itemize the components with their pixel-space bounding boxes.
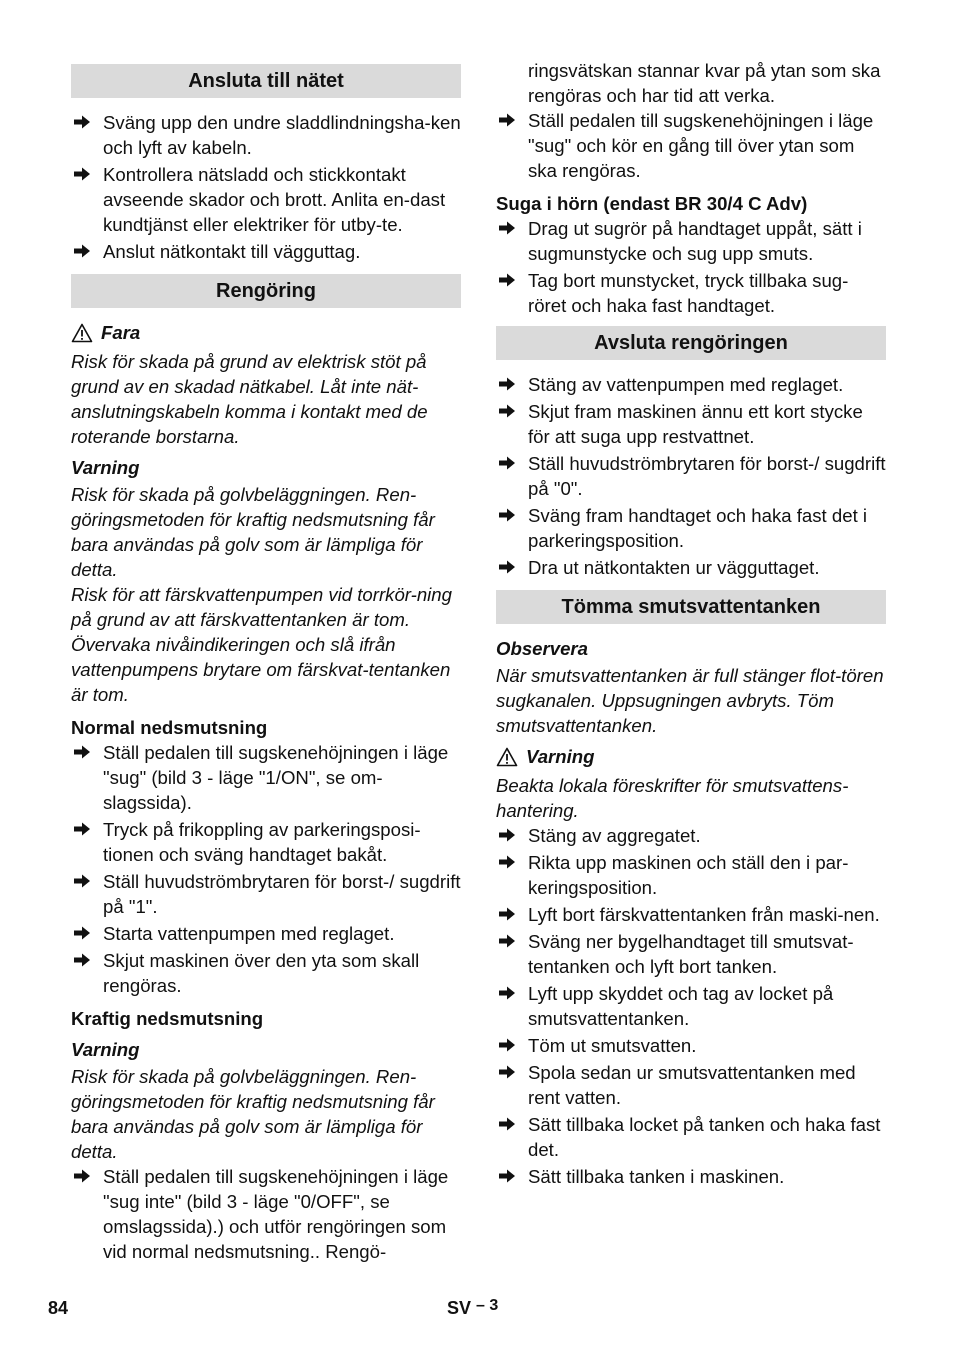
step-item [71, 921, 461, 946]
step-list-avsluta [496, 372, 886, 580]
arrow-right-icon [498, 1116, 516, 1132]
arrow-right-icon [498, 1064, 516, 1080]
step-item [496, 823, 886, 848]
arrow-right-icon [498, 906, 516, 922]
arrow-right-icon [498, 827, 516, 843]
step-list-ansluta [71, 110, 461, 264]
fara-text: Risk för skada på grund av elektrisk stöt på grund av en skadad nätkabel. Låt inte nät-anslutningskabeln komma i kontakt med de roterande borstarna. [71, 351, 428, 447]
arrow-right-icon [498, 272, 516, 288]
step-item [496, 1060, 886, 1110]
step-item [496, 451, 886, 501]
varning-text: Risk för att färskvattenpumpen vid torrkör-ning på grund av att färskvattentanken är tom. Övervaka nivåindikeringen och slå ifrån vattenpumpens brytare om färskvat-tentanken är tom. [71, 584, 452, 705]
arrow-right-icon [498, 1037, 516, 1053]
language-code: SV [447, 1298, 472, 1318]
step-text: Ställ pedalen till sugskenehöjningen i läge "sug inte" (bild 3 - läge "0/OFF", se omslagssida).) och utför rengöringen som vid normal nedsmutsning.. Rengö- [103, 1166, 449, 1262]
step-text: Anslut nätkontakt till vägguttag. [103, 241, 361, 262]
step-item [496, 981, 886, 1031]
arrow-right-icon [498, 559, 516, 575]
step-text: Sväng fram handtaget och haka fast det i parkeringsposition. [528, 505, 868, 551]
step-item [496, 1033, 886, 1058]
arrow-right-icon [498, 455, 516, 471]
continued-text: ringsvätskan stannar kvar på ytan som ska rengöras och har tid att verka. [528, 60, 881, 106]
varning-text: Risk för skada på golvbeläggningen. Ren-göringsmetoden för kraftig nedsmutsning får bara användas på golv som är lämpliga för detta. [71, 1066, 435, 1162]
arrow-right-icon [73, 873, 91, 889]
page-number: 84 [48, 1298, 69, 1318]
arrow-right-icon [498, 507, 516, 523]
step-list-normal [71, 740, 461, 998]
left-column [71, 58, 461, 1266]
step-text: Dra ut nätkontakten ur vägguttaget. [528, 557, 820, 578]
step-text: Starta vattenpumpen med reglaget. [103, 923, 395, 944]
subheading-kraftig: Kraftig nedsmutsning [71, 1008, 264, 1029]
step-item [496, 108, 886, 183]
arrow-right-icon [498, 933, 516, 949]
step-text: Ställ pedalen till sugskenehöjningen i läge "sug" (bild 3 - läge "1/ON", se om-slagssida). [103, 742, 449, 813]
section-title-avsluta: Avsluta rengöringen [496, 326, 886, 360]
arrow-right-icon [73, 821, 91, 837]
step-item [496, 1112, 886, 1162]
arrow-right-icon [73, 744, 91, 760]
step-item [71, 162, 461, 237]
step-text: Töm ut smutsvatten. [528, 1035, 697, 1056]
step-item [496, 399, 886, 449]
step-list-kraftig [71, 1164, 461, 1264]
varning-label: Varning [526, 746, 595, 767]
step-item [496, 850, 886, 900]
step-text: Sätt tillbaka tanken i maskinen. [528, 1166, 785, 1187]
step-text: Sväng ner bygelhandtaget till smutsvat-tentanken och lyft bort tanken. [528, 931, 854, 977]
step-text: Skjut fram maskinen ännu ett kort stycke för att suga upp restvattnet. [528, 401, 863, 447]
step-item [71, 1164, 461, 1264]
step-text: Stäng av aggregatet. [528, 825, 701, 846]
arrow-right-icon [498, 220, 516, 236]
step-item [496, 503, 886, 553]
observera-text: När smutsvattentanken är full stänger flot-tören sugkanalen. Uppsugningen avbryts. Töm smutsvattentanken. [496, 665, 884, 736]
step-text: Lyft bort färskvattentanken från maski-nen. [528, 904, 880, 925]
varning-label: Varning [71, 457, 140, 478]
step-text: Sätt tillbaka locket på tanken och haka fast det. [528, 1114, 881, 1160]
subheading-normal: Normal nedsmutsning [71, 717, 268, 738]
step-item [71, 740, 461, 815]
varning-heading [496, 744, 886, 769]
step-item [71, 817, 461, 867]
step-text: Skjut maskinen över den yta som skall rengöras. [103, 950, 420, 996]
step-item [496, 1164, 886, 1189]
step-text: Lyft upp skyddet och tag av locket på smutsvattentanken. [528, 983, 834, 1029]
step-item [496, 902, 886, 927]
varning-text: Beakta lokala föreskrifter för smutsvattens-hantering. [496, 775, 849, 821]
arrow-right-icon [73, 925, 91, 941]
arrow-right-icon [498, 112, 516, 128]
step-item [496, 555, 886, 580]
step-text: Rikta upp maskinen och ställ den i par-keringsposition. [528, 852, 849, 898]
step-item [496, 268, 886, 318]
step-text: Sväng upp den undre sladdlindningsha-ken och lyft av kabeln. [103, 112, 461, 158]
subheading-horn: Suga i hörn (endast BR 30/4 C Adv) [496, 193, 808, 214]
step-text: Spola sedan ur smutsvattentanken med rent vatten. [528, 1062, 856, 1108]
warning-triangle-icon [496, 747, 518, 767]
varning-text: Risk för skada på golvbeläggningen. Ren-göringsmetoden för kraftig nedsmutsning får bara användas på golv som är lämpliga för detta. [71, 484, 435, 580]
step-text: Tag bort munstycket, tryck tillbaka sug-röret och haka fast handtaget. [528, 270, 849, 316]
arrow-right-icon [498, 985, 516, 1001]
arrow-right-icon [73, 166, 91, 182]
arrow-right-icon [73, 114, 91, 130]
section-ref: – 3 [476, 1297, 499, 1314]
step-list-continued [496, 108, 886, 183]
step-text: Drag ut sugrör på handtaget uppåt, sätt i sugmunstycke och sug upp smuts. [528, 218, 862, 264]
varning-label: Varning [71, 1039, 140, 1060]
step-item [71, 110, 461, 160]
arrow-right-icon [498, 376, 516, 392]
section-title-rengoring: Rengöring [71, 274, 461, 308]
step-text: Kontrollera nätsladd och stickkontakt avseende skador och brott. Anlita en-dast kundtjänst eller elektriker för utby-te. [103, 164, 446, 235]
arrow-right-icon [73, 243, 91, 259]
step-item [496, 929, 886, 979]
step-item [71, 948, 461, 998]
fara-label: Fara [101, 322, 141, 343]
warning-triangle-icon [71, 323, 93, 343]
arrow-right-icon [498, 1168, 516, 1184]
step-list-tomma [496, 823, 886, 1189]
step-text: Ställ huvudströmbrytaren för borst-/ sugdrift på "1". [103, 871, 461, 917]
arrow-right-icon [498, 854, 516, 870]
section-title-tomma: Tömma smutsvattentanken [496, 590, 886, 624]
arrow-right-icon [73, 952, 91, 968]
step-text: Tryck på frikoppling av parkeringsposi-tionen och sväng handtaget bakåt. [103, 819, 421, 865]
section-title-ansluta: Ansluta till nätet [71, 64, 461, 98]
step-text: Stäng av vattenpumpen med reglaget. [528, 374, 844, 395]
step-text: Ställ huvudströmbrytaren för borst-/ sugdrift på "0". [528, 453, 886, 499]
arrow-right-icon [498, 403, 516, 419]
arrow-right-icon [73, 1168, 91, 1184]
step-item [496, 216, 886, 266]
fara-heading [71, 320, 461, 345]
right-column [496, 58, 886, 1191]
step-item [71, 239, 461, 264]
step-item [71, 869, 461, 919]
observera-label: Observera [496, 638, 588, 659]
step-list-horn [496, 216, 886, 318]
page-footer-code [447, 1298, 498, 1319]
step-text: Ställ pedalen till sugskenehöjningen i läge "sug" och kör en gång till över ytan som ska rengöras. [528, 110, 874, 181]
step-item [496, 372, 886, 397]
